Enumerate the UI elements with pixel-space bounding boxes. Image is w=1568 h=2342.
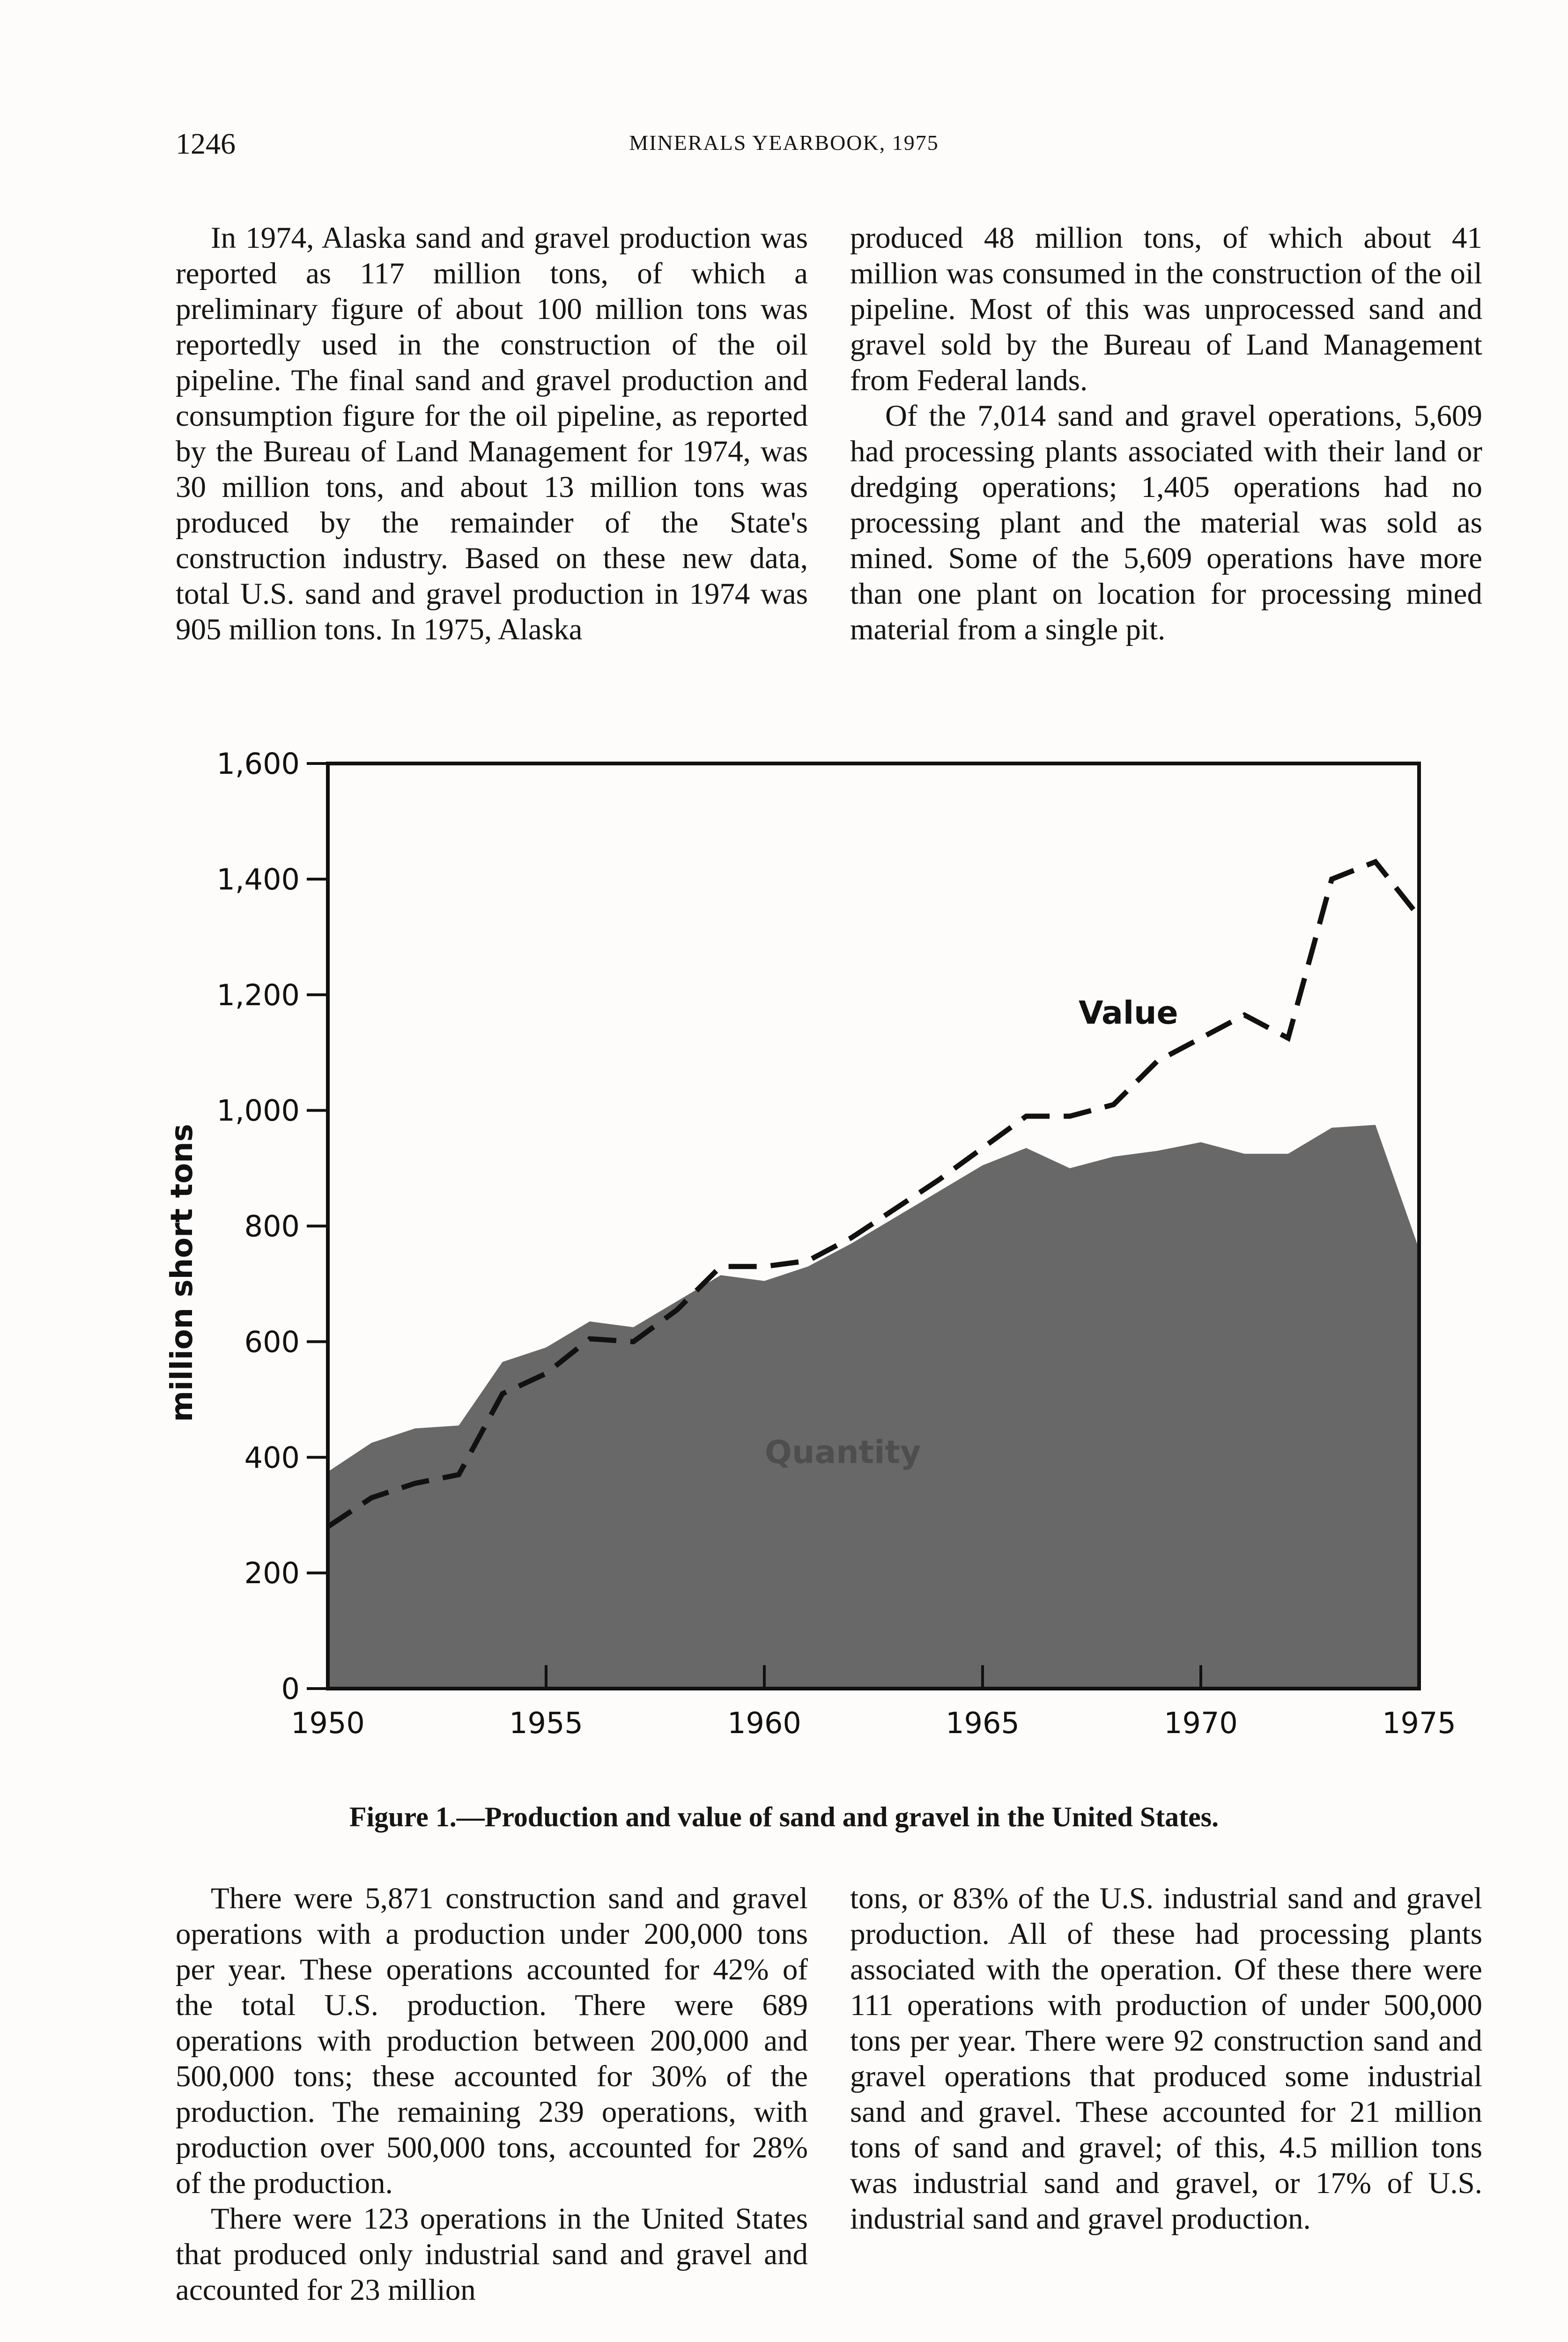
production-value-chart [159, 749, 1471, 1761]
page-number: 1246 [176, 127, 236, 160]
text-column-top-left [176, 220, 808, 647]
text-column-bottom-left [176, 1881, 808, 2308]
y-tick-label: 0 [281, 1672, 300, 1706]
text-column-top-right [850, 220, 1482, 647]
quantity-series-label: Quantity [765, 1434, 921, 1471]
value-series-label: Value [1079, 994, 1178, 1032]
paragraph: In 1974, Alaska sand and gravel production was reported as 117 million tons, of which a preliminary figure of about 100 million tons was reportedly used in the construction of the oil pipeline. The final sand and gravel production and consumption figure for the oil pipeline, as reported by the Bureau of Land Management for 1974, was 30 million tons, and about 13 million tons was produced by the remainder of the State's construction industry. Based on these new data, total U.S. sand and gravel production in 1974 was 905 million tons. In 1975, Alaska [176, 221, 808, 646]
page-header [176, 126, 1392, 173]
y-tick-label: 200 [244, 1556, 300, 1591]
x-tick-label: 1965 [946, 1706, 1020, 1740]
x-tick-label: 1975 [1382, 1706, 1456, 1740]
paragraph: Of the 7,014 sand and gravel operations, 5,609 had processing plants associated with their land or dredging operations; 1,405 operations had no processing plant and the material was sold as mined. Some of the 5,609 operations have more than one plant on location for processing mined material from a single pit. [850, 399, 1482, 646]
paragraph: There were 5,871 construction sand and gravel operations with a production under 200,000 tons per year. These operations accounted for 42% of the total U.S. production. There were 689 operations with production between 200,000 and 500,000 tons; these accounted for 30% of the production. The remaining 239 operations, with production over 500,000 tons, accounted for 28% of the production. [176, 1882, 808, 2200]
x-tick-label: 1950 [291, 1706, 365, 1740]
paragraph: produced 48 million tons, of which about 41 million was consumed in the construction of the oil pipeline. Most of this was unprocessed sand and gravel sold by the Bureau of Land Management from Federal lands. [850, 221, 1482, 397]
x-tick-label: 1960 [727, 1706, 801, 1740]
y-tick-label: 600 [244, 1325, 300, 1359]
y-tick-label: 1,000 [216, 1093, 300, 1128]
y-tick-label: 1,200 [216, 978, 300, 1012]
figure-caption: Figure 1.—Production and value of sand and gravel in the United States. [349, 1801, 1219, 1832]
y-tick-label: 400 [244, 1440, 300, 1475]
x-tick-label: 1955 [509, 1706, 583, 1740]
y-tick-label: 800 [244, 1209, 300, 1244]
running-title: MINERALS YEARBOOK, 1975 [629, 131, 939, 155]
y-axis-label: million short tons [165, 1124, 200, 1422]
paragraph: There were 123 operations in the United States that produced only industrial sand and gravel and accounted for 23 million [176, 2202, 808, 2307]
y-tick-label: 1,600 [216, 749, 300, 781]
x-tick-label: 1970 [1164, 1706, 1238, 1740]
quantity-area [328, 1125, 1419, 1689]
text-column-bottom-right [850, 1881, 1482, 2237]
paragraph: tons, or 83% of the U.S. industrial sand and gravel production. All of these had processing plants associated with the operation. Of these there were 111 operations with production of under 500,000 tons per year. There were 92 construction sand and gravel operations that produced some industrial sand and gravel. These accounted for 21 million tons of sand and gravel; of this, 4.5 million tons was industrial sand and gravel, or 17% of U.S. industrial sand and gravel production. [850, 1882, 1482, 2236]
y-tick-label: 1,400 [216, 862, 300, 897]
